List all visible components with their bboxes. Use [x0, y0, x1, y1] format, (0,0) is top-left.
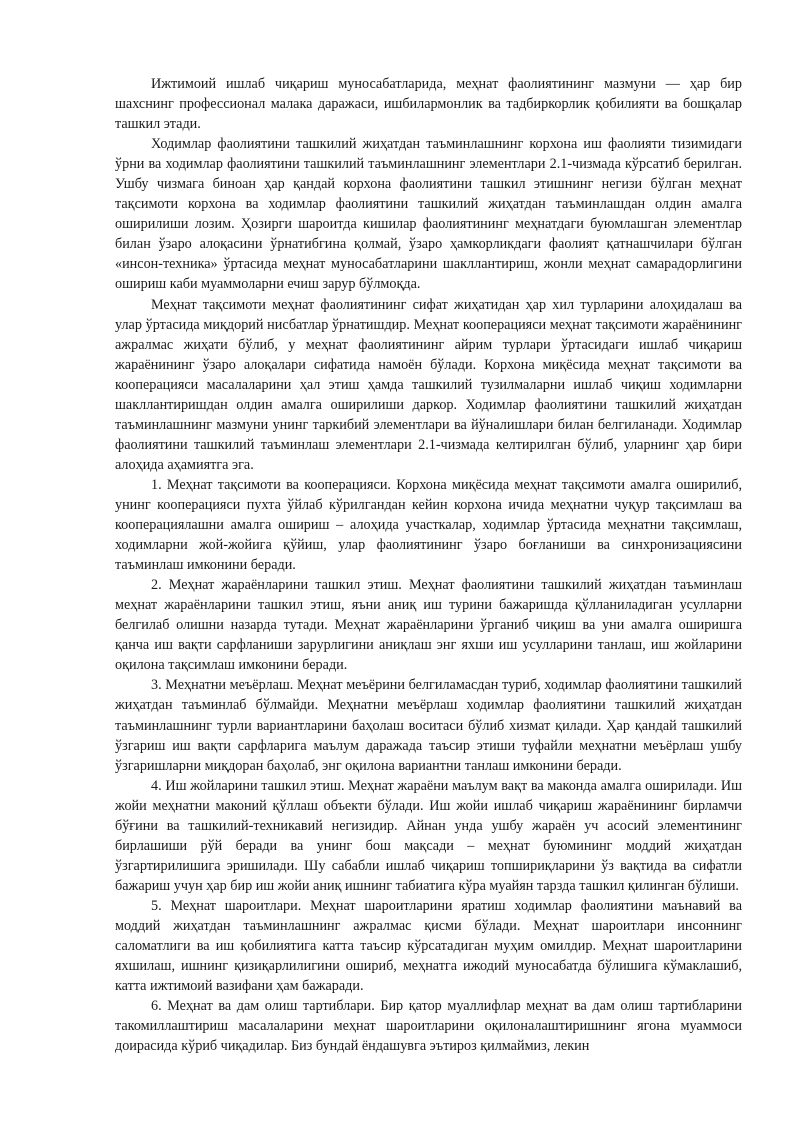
paragraph-item-2: 2. Меҳнат жараёнларини ташкил этиш. Меҳнат фаолиятини ташкилий жиҳатдан таъминлаш меҳнат жараёнларини ташкил этиш, яъни аниқ иш турини бажаришда қўлланиладиган усулларни белгилаб олишни назарда тутади. Меҳнат жараёнларини ўрганиб чиқиш ва уни амалга оширишга қанча иш вақти сарфланиши зарурлигини аниқлаш энг яхши иш усулларини танлаш, иш жойларини оқилона тақсимлаш имконини беради. — [115, 577, 742, 674]
paragraph-item-6: 6. Меҳнат ва дам олиш тартиблари. Бир қатор муаллифлар меҳнат ва дам олиш тартибларини такомиллаштириш масалаларини меҳнат шароитларини оқилоналаштиришнинг ягона муаммоси доирасида кўриб чиқадилар. Биз бундай ёндашувга эътироз қилмаймиз, лекин — [115, 998, 742, 1055]
paragraph-item-3: 3. Меҳнатни меъёрлаш. Меҳнат меъёрини белгиламасдан туриб, ходимлар фаолиятини ташкилий жиҳатдан таъминлаб бўлмайди. Меҳнатни меъёрлаш ходимлар фаолиятини ташкилий жиҳатдан таъминлашнинг турли вариантларини баҳолаш воситаси бўлиб хизмат қилади. Ҳар қандай ташкилий ўзгариш иш вақти сарфларига маълум даражада таъсир этиши туфайли меҳнатни меъёрлаш ушбу ўзгаришларни миқдоран баҳолаб, энг оқилона вариантни танлаш имконини беради. — [115, 677, 742, 774]
paragraph-division-of-labor: Меҳнат тақсимоти меҳнат фаолиятининг сифат жиҳатидан ҳар хил турларини алоҳидалаш ва улар ўртасида миқдорий нисбатлар ўрнатишдир. Меҳнат кооперацияси меҳнат тақсимоти жараёнининг ажралмас жиҳати бўлиб, у меҳнат фаолиятининг айрим турлари ўртасидаги ишлаб чиқариш жараёнининг ўзаро алоқалари сифатида намоён бўлади. Корхона миқёсида меҳнат тақсимоти ва кооперацияси масалаларини ҳал этиш ҳамда ташкилий тузилмаларни ишлаб чиқиш ходимларни шакллантиришдан олдин амалга оширилиши даркор. Ходимлар фаолиятини ташкилий жиҳатдан таъминлашнинг мазмуни унинг таркибий элементлари ва йўналишлари билан белгиланади. Ходимлар фаолиятини ташкилий таъминлаш элементлари 2.1-чизмада келтирилган бўлиб, уларнинг ҳар бири алоҳида аҳамиятга эга. — [115, 296, 742, 473]
paragraph-item-1: 1. Меҳнат тақсимоти ва кооперацияси. Корхона миқёсида меҳнат тақсимоти амалга оширилиб, унинг кооперацияси пухта ўйлаб кўрилгандан кейин корхона ичида меҳнатни чуқур тақсимлаш ва кооперациялашни амалга ошириш – алоҳида участкалар, ходимлар ўртасида меҳнатни тақсимлаш, ходимларни жой-жойига қўйиш, улар фаолиятининг ўзаро боғланиши ва синхронизациясини таъминлаш имконини беради. — [115, 476, 742, 574]
paragraph-intro: Ижтимоий ишлаб чиқариш муносабатларида, меҳнат фаолиятининг мазмуни — ҳар бир шахснинг профессионал малака даражаси, ишбилармонлик ва тадбиркорлик қобилияти ва бошқалар ташкил этади. — [115, 76, 742, 133]
paragraph-item-4: 4. Иш жойларини ташкил этиш. Меҳнат жараёни маълум вақт ва маконда амалга оширилади. Иш жойи меҳнатни маконий қўллаш объекти бўлади. Иш жойи ишлаб чиқариш жараёнининг бирламчи бўғини ва ташкилий-техникавий негизидир. Айнан унда ушбу жараён уч асосий элементининг бирлашиши рўй беради ва унинг бош мақсади – меҳнат буюмининг моддий жиҳатдан ўзгартирилишига эришилади. Шу сабабли ишлаб чиқариш топшириқларини ўз вақтида ва сифатли бажариш учун ҳар бир иш жойи аниқ ишнинг табиатига кўра муайян тарзда ташкил қилинган бўлиши. — [115, 777, 742, 894]
paragraph-item-5: 5. Меҳнат шароитлари. Меҳнат шароитларини яратиш ходимлар фаолиятини маънавий ва моддий жиҳатдан таъминлашнинг ажралмас қисми бўлади. Меҳнат шароитлари инсоннинг саломатлиги ва иш қобилиятига катта таъсир кўрсатадиган муҳим омилдир. Меҳнат шароитларини яхшилаш, ишнинг қизиқарлилигини ошириб, меҳнатга ижодий муносабатда бўлишига кўмаклашиб, катта ижтимоий вазифани ҳам бажаради. — [115, 897, 742, 995]
paragraph-organizational-support: Ходимлар фаолиятини ташкилий жиҳатдан таъминлашнинг корхона иш фаолияти тизимидаги ўрни ва ходимлар фаолиятини ташкилий таъминлашнинг элементлари 2.1-чизмада кўрсатиб берилган. Ушбу чизмага биноан ҳар қандай корхона фаолиятини ташкил этишнинг негизи бўлган меҳнат тақсимоти корхона ва ходимлар фаолиятини ташкилий жиҳатдан таъминлашдан олдин амалга оширилиши лозим. Ҳозирги шароитда кишилар фаолиятининг меҳнатдаги буюмлашган элементлар билан ўзаро алоқасини ўрнатибгина қолмай, ўзаро ҳамкорликдаги фаолият қатнашчилари бўлган «инсон-техника» ўртасида меҳнат муносабатларини шакллантириш, жонли меҳнат самарадорлигини ошириш каби муаммоларни ечиш зарур бўлмоқда. — [115, 136, 742, 293]
body-text — [115, 74, 742, 1056]
